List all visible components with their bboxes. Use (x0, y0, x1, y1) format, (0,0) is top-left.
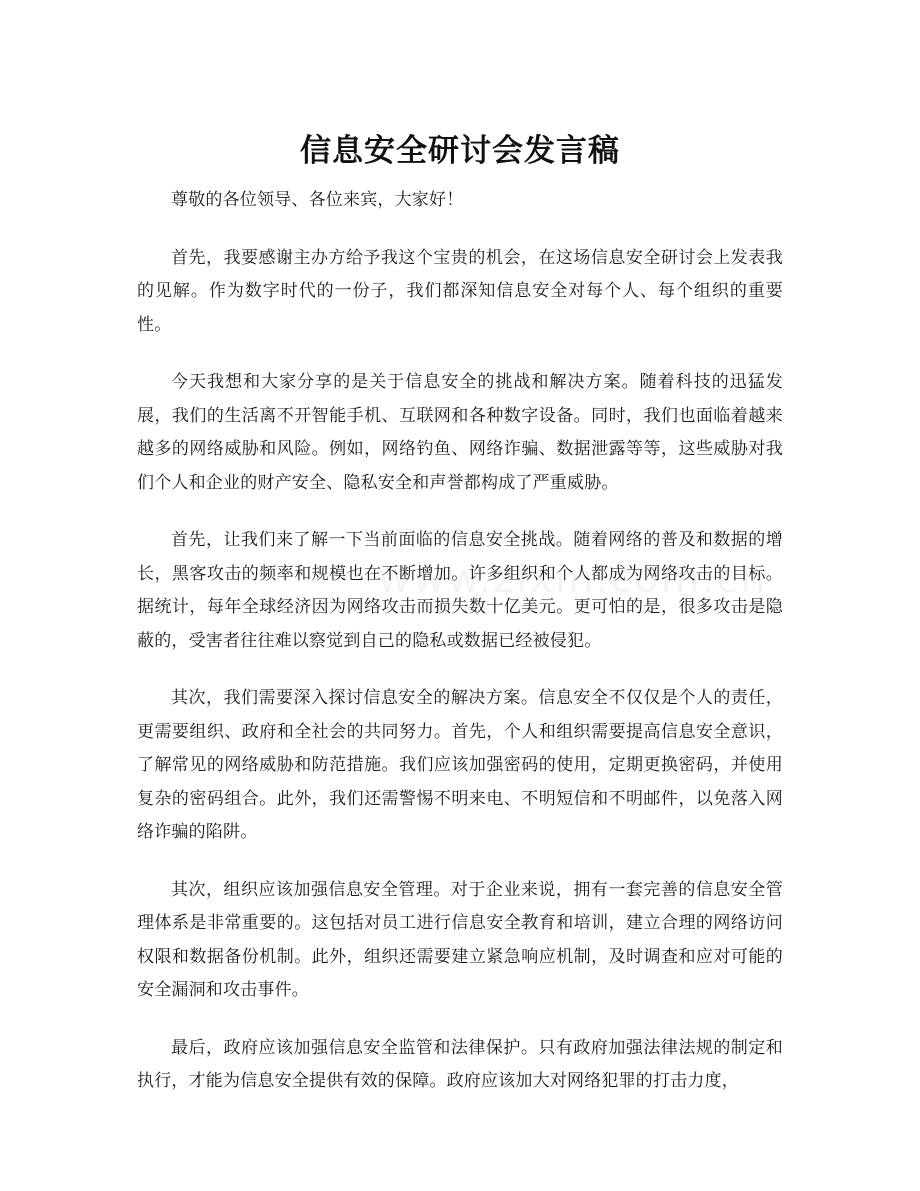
paragraph-greeting: 尊敬的各位领导、各位来宾，大家好！ (171, 190, 464, 210)
paragraph-organization: 其次，组织应该加强信息安全管理。对于企业来说，拥有一套完善的信息安全管理体系是非常重要的。这包括对员工进行信息安全教育和培训，建立合理的网络访问权限和数据备份机制。此外，组织还需要建立紧急响应机制，及时调查和应对可能的安全漏洞和攻击事件。 (137, 879, 783, 1000)
paragraph-solutions: 其次，我们需要深入探讨信息安全的解决方案。信息安全不仅仅是个人的责任，更需要组织、政府和全社会的共同努力。首先，个人和组织需要提高信息安全意识，了解常见的网络威胁和防范措施。我们应该加强密码的使用，定期更换密码，并使用复杂的密码组合。此外，我们还需警惕不明来电、不明短信和不明邮件，以免落入网络诈骗的陷阱。 (137, 688, 783, 842)
paragraph-government: 最后，政府应该加强信息安全监管和法律保护。只有政府加强法律法规的制定和执行，才能为信息安全提供有效的保障。政府应该加大对网络犯罪的打击力度， (137, 1037, 783, 1091)
paragraph-challenges: 首先，让我们来了解一下当前面临的信息安全挑战。随着网络的普及和数据的增长，黑客攻击的频率和规模也在不断增加。许多组织和个人都成为网络攻击的目标。据统计，每年全球经济因为网络攻击而损失数十亿美元。更可怕的是，很多攻击是隐蔽的，受害者往往难以察觉到自己的隐私或数据已经被侵犯。 (137, 530, 783, 651)
document-body (137, 184, 783, 1123)
paragraph-topic: 今天我想和大家分享的是关于信息安全的挑战和解决方案。随着科技的迅猛发展，我们的生活离不开智能手机、互联网和各种数字设备。同时，我们也面临着越来越多的网络威胁和风险。例如，网络钓鱼、网络诈骗、数据泄露等等，这些威胁对我们个人和企业的财产安全、隐私安全和声誉都构成了严重威胁。 (137, 372, 783, 493)
paragraph-thanks: 首先，我要感谢主办方给予我这个宝贵的机会，在这场信息安全研讨会上发表我的见解。作为数字时代的一份子，我们都深知信息安全对每个人、每个组织的重要性。 (137, 247, 783, 335)
document-title: 信息安全研讨会发言稿 (300, 132, 620, 169)
